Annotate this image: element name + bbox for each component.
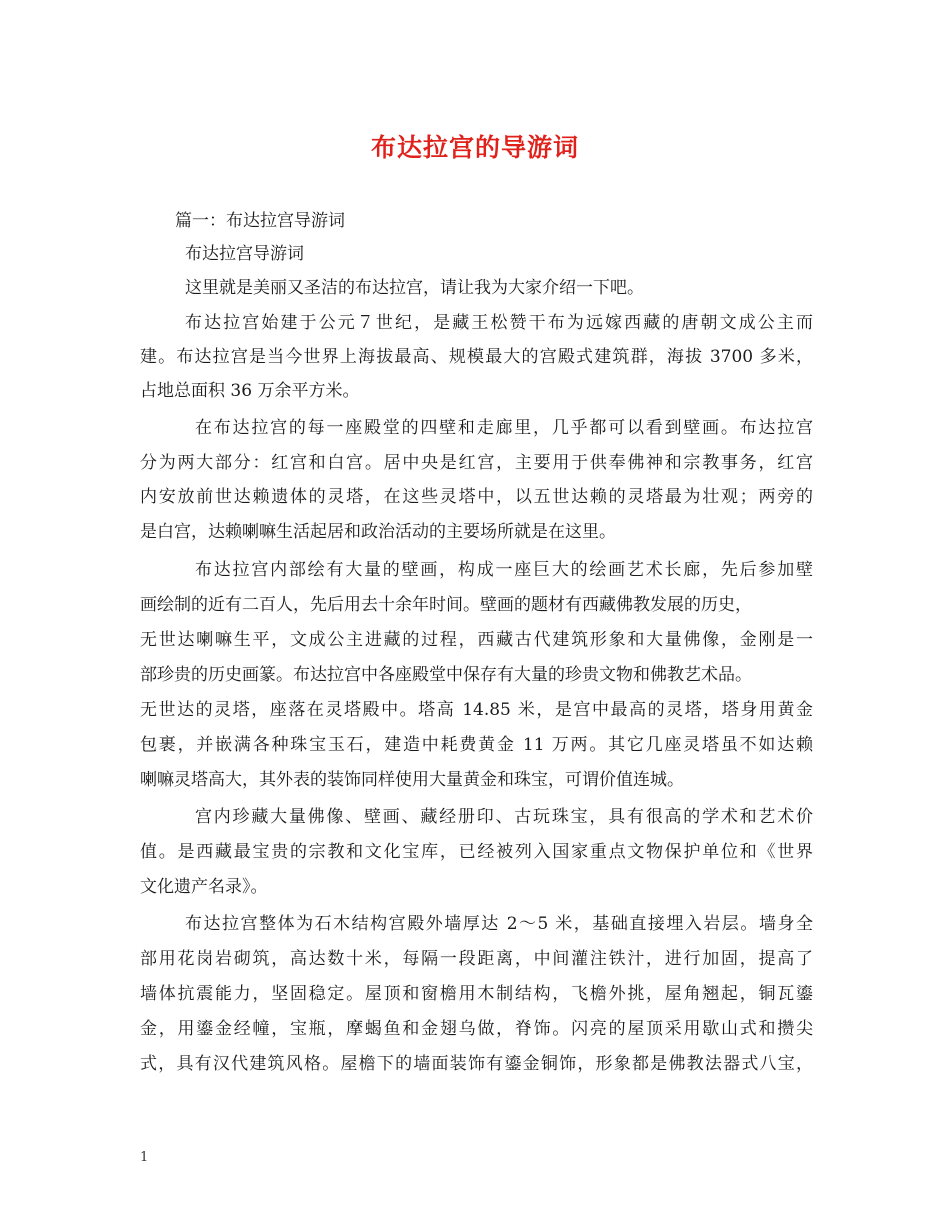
text-line: 是白宫，达赖喇嘛生活起居和政治活动的主要场所就是在这里。 xyxy=(140,522,616,542)
text-line: 布达拉宫整体为石木结构宫殿外墙厚达 2～5 米，基础直接埋入岩层。墙身全 xyxy=(185,914,813,934)
text-line: 篇一：布达拉宫导游词 xyxy=(175,211,345,231)
text-line: 建。布达拉宫是当今世界上海拔最高、规模最大的宫殿式建筑群，海拔 3700 多米， xyxy=(140,347,813,367)
page-number: 1 xyxy=(140,1150,149,1165)
text-line: 值。是西藏最宝贵的宗教和文化宝库，已经被列入国家重点文物保护单位和《世界 xyxy=(140,842,813,862)
text-line: 内安放前世达赖遗体的灵塔，在这些灵塔中，以五世达赖的灵塔最为壮观；两旁的 xyxy=(140,487,813,507)
text-line: 布达拉宫始建于公元７世纪，是藏王松赞干布为远嫁西藏的唐朝文成公主而 xyxy=(185,313,813,333)
text-line: 部用花岗岩砌筑，高达数十米，每隔一段距离，中间灌注铁汁，进行加固，提高了 xyxy=(140,949,813,969)
text-line: 布达拉宫导游词 xyxy=(185,244,304,264)
text-line: 布达拉宫内部绘有大量的壁画，构成一座巨大的绘画艺术长廊，先后参加壁 xyxy=(195,560,813,580)
text-line: 这里就是美丽又圣洁的布达拉宫，请让我为大家介绍一下吧。 xyxy=(185,278,644,298)
text-line: 无世达喇嘛生平，文成公主进藏的过程，西藏古代建筑形象和大量佛像，金刚是一 xyxy=(140,630,813,650)
text-line: 分为两大部分：红宫和白宫。居中央是红宫，主要用于供奉佛神和宗教事务，红宫 xyxy=(140,453,813,473)
text-line: 部珍贵的历史画篆。布达拉宫中各座殿堂中保存有大量的珍贵文物和佛教艺术品。 xyxy=(140,665,752,685)
text-line: 画绘制的近有二百人，先后用去十余年时间。壁画的题材有西藏佛教发展的历史， xyxy=(140,595,752,615)
text-line: 金，用鎏金经幢，宝瓶，摩蝎鱼和金翅乌做，脊饰。闪亮的屋顶采用歇山式和攒尖 xyxy=(140,1019,813,1039)
text-line: 宫内珍藏大量佛像、壁画、藏经册印、古玩珠宝，具有很高的学术和艺术价 xyxy=(195,807,813,827)
text-line: 占地总面积 36 万余平方米。 xyxy=(140,381,360,401)
text-line: 喇嘛灵塔高大，其外表的装饰同样使用大量黄金和珠宝，可谓价值连城。 xyxy=(140,770,684,790)
text-line: 在布达拉宫的每一座殿堂的四壁和走廊里，几乎都可以看到壁画。布达拉宫 xyxy=(195,418,813,438)
document-title: 布达拉宫的导游词 xyxy=(370,133,579,162)
text-line: 包裹，并嵌满各种珠宝玉石，建造中耗费黄金 11 万两。其它几座灵塔虽不如达赖 xyxy=(140,735,813,755)
text-line: 墙体抗震能力，坚固稳定。屋顶和窗檐用木制结构，飞檐外挑，屋角翘起，铜瓦鎏 xyxy=(140,984,813,1004)
text-line: 式，具有汉代建筑风格。屋檐下的墙面装饰有鎏金铜饰，形象都是佛教法器式八宝， xyxy=(140,1054,813,1074)
text-line: 文化遗产名录》。 xyxy=(140,877,268,897)
text-line: 无世达的灵塔，座落在灵塔殿中。塔高 14.85 米，是宫中最高的灵塔，塔身用黄金 xyxy=(140,700,813,720)
